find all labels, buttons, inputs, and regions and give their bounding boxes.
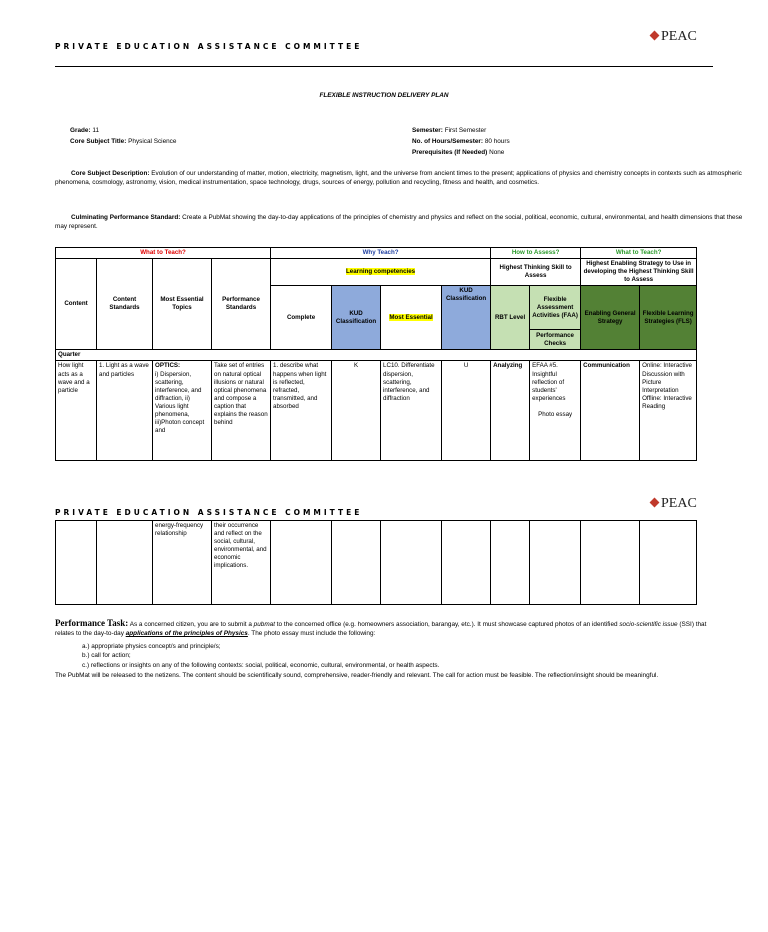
col-faa: Flexible Assessment Activities (FAA) — [530, 286, 581, 330]
peac-logo — [651, 29, 697, 45]
col-egs: Enabling General Strategy — [581, 286, 640, 350]
col-kud-2: KUD Classification — [442, 286, 491, 350]
highest-thinking-header: Highest Thinking Skill to Assess — [491, 259, 581, 286]
grade-line — [70, 126, 99, 135]
cell-content-standards: 1. Light as a wave and particles — [97, 361, 153, 461]
most-essential-label: Most Essential — [389, 313, 433, 321]
org-name-page2: PRIVATE EDUCATION ASSISTANCE COMMITTEE — [55, 508, 363, 517]
cont-cell-most-essential — [381, 521, 442, 605]
col-performance-standards: Performance Standards — [212, 259, 271, 350]
peac-diamond-icon — [650, 31, 660, 41]
pt-item-a: a.) appropriate physics concept/s and principle/s; — [82, 643, 221, 650]
pt-closing: The PubMat will be released to the netizens. The content should be scientifically sound, comprehensive, reader-friendly and relevant. The call for action must be feasible. The reflection/insight should be meaningful. — [55, 672, 659, 679]
quarter-row: Quarter — [56, 350, 697, 361]
semester-value: First Semester — [444, 127, 487, 134]
hours-value: 80 hours — [484, 138, 510, 145]
subject-line — [70, 137, 176, 146]
col-rbt-level: RBT Level — [491, 286, 530, 350]
cell-complete: 1. describe what happens when light is reflected, refracted, transmitted, and absorbed — [271, 361, 332, 461]
cell-fls: Online: Interactive Discussion with Picture Interpretation Offline: Interactive Reading — [640, 361, 697, 461]
pt-intro-pubmat: pubmat — [253, 621, 275, 628]
pt-intro-apps: applications of the principles of Physics — [125, 630, 248, 637]
pt-intro-ssi: socio-scientific issue — [619, 621, 678, 628]
culminating-label: Culminating Performance Standard: — [71, 214, 181, 221]
cont-cell-kud-2 — [442, 521, 491, 605]
col-kud-1: KUD Classification — [332, 286, 381, 350]
col-most-essential — [381, 286, 442, 350]
cont-cell-performance: their occurrence and reflect on the social, cultural, environmental, and economic implications. — [212, 521, 271, 605]
hours-line — [412, 137, 510, 146]
prereq-line — [412, 148, 504, 157]
logo-text: PEAC — [661, 29, 697, 44]
learning-competencies-label: Learning competencies — [346, 268, 416, 276]
pt-intro-4: . The photo essay must include the following: — [247, 630, 376, 637]
subject-label: Core Subject Title: — [70, 138, 127, 145]
semester-line — [412, 126, 486, 135]
cont-cell-fls — [640, 521, 697, 605]
group-what-to-teach-2: What to Teach? — [581, 248, 697, 259]
performance-task — [55, 619, 715, 638]
cont-cell-complete — [271, 521, 332, 605]
peac-logo-page2 — [651, 496, 697, 512]
cell-kud-1: K — [332, 361, 381, 461]
cell-content: How light acts as a wave and a particle — [56, 361, 97, 461]
pt-intro-3: (SSI) that relates to the day-to-day — [55, 621, 707, 637]
col-most-essential-topics: Most Essential Topics — [153, 259, 212, 350]
topics-text: i) Dispersion, scattering, interference, and diffraction, ii) Various light phenomena, iii)Photon concept and — [155, 370, 205, 435]
topics-title: OPTICS: — [155, 362, 181, 370]
doc-title: FLEXIBLE INSTRUCTION DELIVERY PLAN — [319, 92, 449, 99]
cell-rbt: Analyzing — [491, 361, 530, 461]
col-complete: Complete — [271, 286, 332, 350]
cont-cell-kud-1 — [332, 521, 381, 605]
cont-cell-content — [56, 521, 97, 605]
pt-intro-2: to the concerned office (e.g. homeowners association, barangay, etc.). It must showcase captured photos of an identified — [276, 621, 618, 628]
subject-value: Physical Science — [128, 138, 177, 145]
grade-label: Grade: — [70, 127, 91, 134]
pt-item-b: b.) call for action; — [82, 652, 131, 659]
prereq-label: Prerequisites (If Needed) — [412, 149, 488, 156]
col-content: Content — [56, 259, 97, 350]
culminating-text: Create a PubMat showing the day-to-day applications of the principles of chemistry and physics and reflect on the social, political, economic, cultural, environmental, and health dimensions that these may represent. — [55, 214, 743, 230]
fidp-table — [55, 247, 697, 461]
cell-performance: Take set of entries on natural optical illusions or natural optical phenomena and compose a caption that explains the reason behind — [212, 361, 271, 461]
pt-item-c: c.) reflections or insights on any of the following contexts: social, political, economic, cultural, environmental, or health aspects. — [82, 662, 440, 669]
cont-cell-egs — [581, 521, 640, 605]
semester-label: Semester: — [412, 127, 443, 134]
cell-egs: Communication — [581, 361, 640, 461]
group-how-to-assess: How to Assess? — [491, 248, 581, 259]
description-label: Core Subject Description: — [71, 170, 150, 177]
core-description — [55, 169, 747, 187]
highest-enabling-header: Highest Enabling Strategy to Use in developing the Highest Thinking Skill to Assess — [581, 259, 697, 286]
faa-text: EFAA #5. Insightful reflection of students' experiences — [532, 362, 566, 402]
cont-cell-topics: energy-frequency relationship — [153, 521, 212, 605]
cont-cell-faa — [530, 521, 581, 605]
description-text: Evolution of our understanding of matter, motion, electricity, magnetism, light, and the universe from ancient times to the present; applications of physics and chemistry concepts in contexts such as atmospheric phenomena, cosmology, astronomy, vision, medical instrumentation, space technology, drugs, sources of energy, pollution and recycling, fitness and health, and cosmetics. — [55, 170, 742, 186]
faa-photo-essay: Photo essay — [538, 410, 573, 418]
org-name: PRIVATE EDUCATION ASSISTANCE COMMITTEE — [55, 42, 363, 51]
culminating-standard — [55, 213, 747, 231]
header-rule — [55, 66, 713, 67]
cell-most-essential: LC10. Differentiate dispersion, scattering, interference, and diffraction — [381, 361, 442, 461]
cell-kud-2: U — [442, 361, 491, 461]
grade-value: 11 — [92, 127, 100, 134]
performance-task-title: Performance Task: — [55, 618, 129, 628]
pt-intro-1: As a concerned citizen, you are to submit a — [129, 621, 252, 628]
group-why-teach: Why Teach? — [271, 248, 491, 259]
col-performance-checks: Performance Checks — [530, 330, 581, 350]
prereq-value: None — [489, 149, 505, 156]
group-what-to-teach: What to Teach? — [56, 248, 271, 259]
col-fls: Flexible Learning Strategies (FLS) — [640, 286, 697, 350]
cont-cell-rbt — [491, 521, 530, 605]
cell-topics — [153, 361, 212, 461]
col-content-standards: Content Standards — [97, 259, 153, 350]
fidp-table-continued — [55, 520, 697, 605]
cont-cell-content-standards — [97, 521, 153, 605]
logo-text-page2: PEAC — [661, 496, 697, 511]
peac-diamond-icon — [650, 498, 660, 508]
cell-faa — [530, 361, 581, 461]
hours-label: No. of Hours/Semester: — [412, 138, 484, 145]
learning-competencies-header — [271, 259, 491, 286]
